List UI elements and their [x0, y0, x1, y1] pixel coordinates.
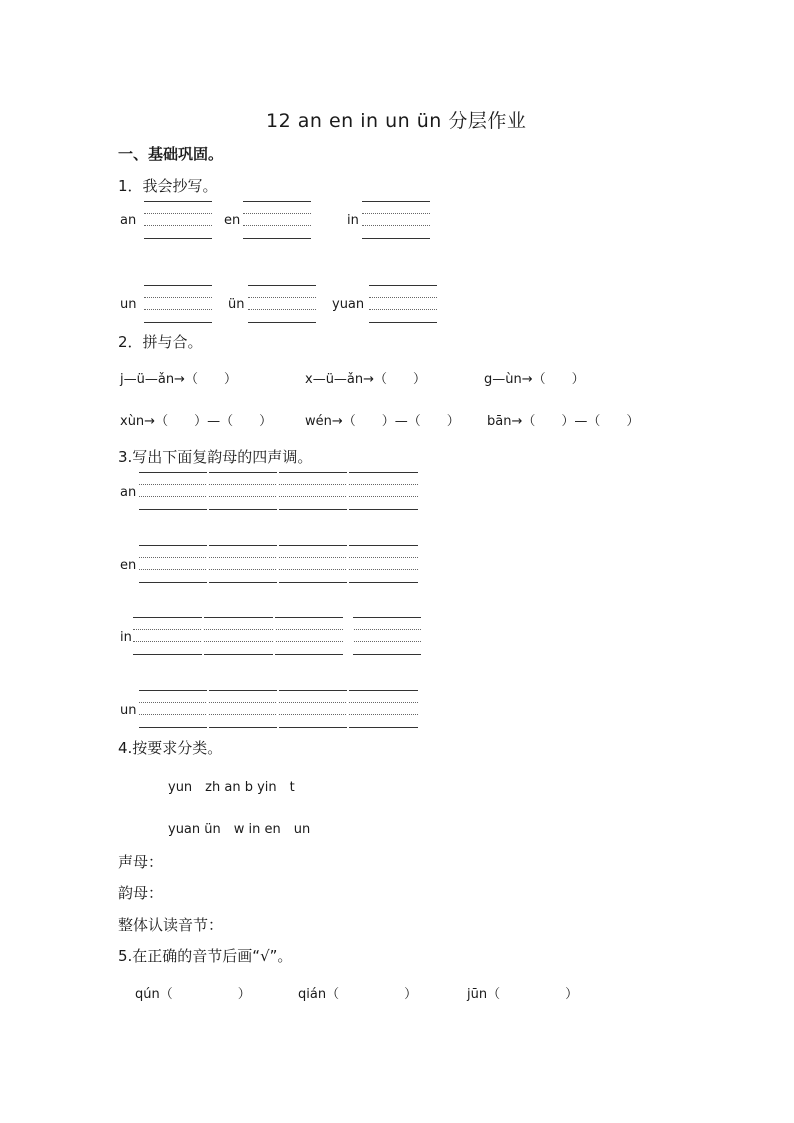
question-3-heading: 3.写出下面复韵母的四声调。	[118, 448, 313, 466]
combine-item[interactable]: xùn→（ ）—（ ）	[120, 414, 273, 429]
check-item[interactable]: jūn（ ）	[467, 987, 579, 1002]
check-item[interactable]: qián（ ）	[298, 987, 418, 1002]
four-tone-grid[interactable]	[139, 690, 418, 728]
section-heading: 一、基础巩固。	[118, 145, 224, 163]
pinyin-list: yun zh an b yin t	[168, 780, 295, 795]
rhyme-label: en	[120, 558, 137, 573]
question-2-heading: 2．拼与合。	[118, 333, 203, 351]
pinyin-list: yuan ün w in en un	[168, 822, 311, 837]
combine-item[interactable]: wén→（ ）—（ ）	[305, 414, 460, 429]
rhyme-label: an	[120, 485, 137, 500]
writing-grid[interactable]	[362, 201, 430, 239]
combine-item[interactable]: x—ü—ǎn→（ ）	[305, 372, 427, 387]
question-1-heading: 1．我会抄写。	[118, 177, 218, 195]
writing-grid[interactable]	[144, 285, 212, 323]
writing-grid[interactable]	[369, 285, 437, 323]
combine-item[interactable]: g—ùn→（ ）	[484, 372, 585, 387]
four-tone-grid[interactable]	[139, 545, 418, 583]
question-4-heading: 4.按要求分类。	[118, 739, 223, 757]
category-label: 韵母：	[118, 884, 164, 902]
combine-item[interactable]: j—ü—ǎn→（ ）	[120, 372, 237, 387]
writing-grid[interactable]	[243, 201, 311, 239]
four-tone-grid[interactable]	[139, 472, 418, 510]
combine-item[interactable]: bān→（ ）—（ ）	[487, 414, 640, 429]
pinyin-label: un	[120, 297, 137, 312]
pinyin-label: in	[347, 213, 359, 228]
writing-grid[interactable]	[248, 285, 316, 323]
check-item[interactable]: qún（ ）	[135, 987, 251, 1002]
pinyin-label: yuan	[332, 297, 365, 312]
pinyin-label: ün	[228, 297, 245, 312]
pinyin-label: en	[224, 213, 241, 228]
page-title: 12 an en in un ün 分层作业	[266, 110, 527, 132]
four-tone-grid[interactable]	[133, 617, 421, 655]
rhyme-label: in	[120, 630, 132, 645]
question-5-heading: 5.在正确的音节后画“√”。	[118, 947, 293, 965]
category-label: 声母：	[118, 853, 164, 871]
category-label: 整体认读音节：	[118, 916, 224, 934]
rhyme-label: un	[120, 703, 137, 718]
writing-grid[interactable]	[144, 201, 212, 239]
pinyin-label: an	[120, 213, 137, 228]
